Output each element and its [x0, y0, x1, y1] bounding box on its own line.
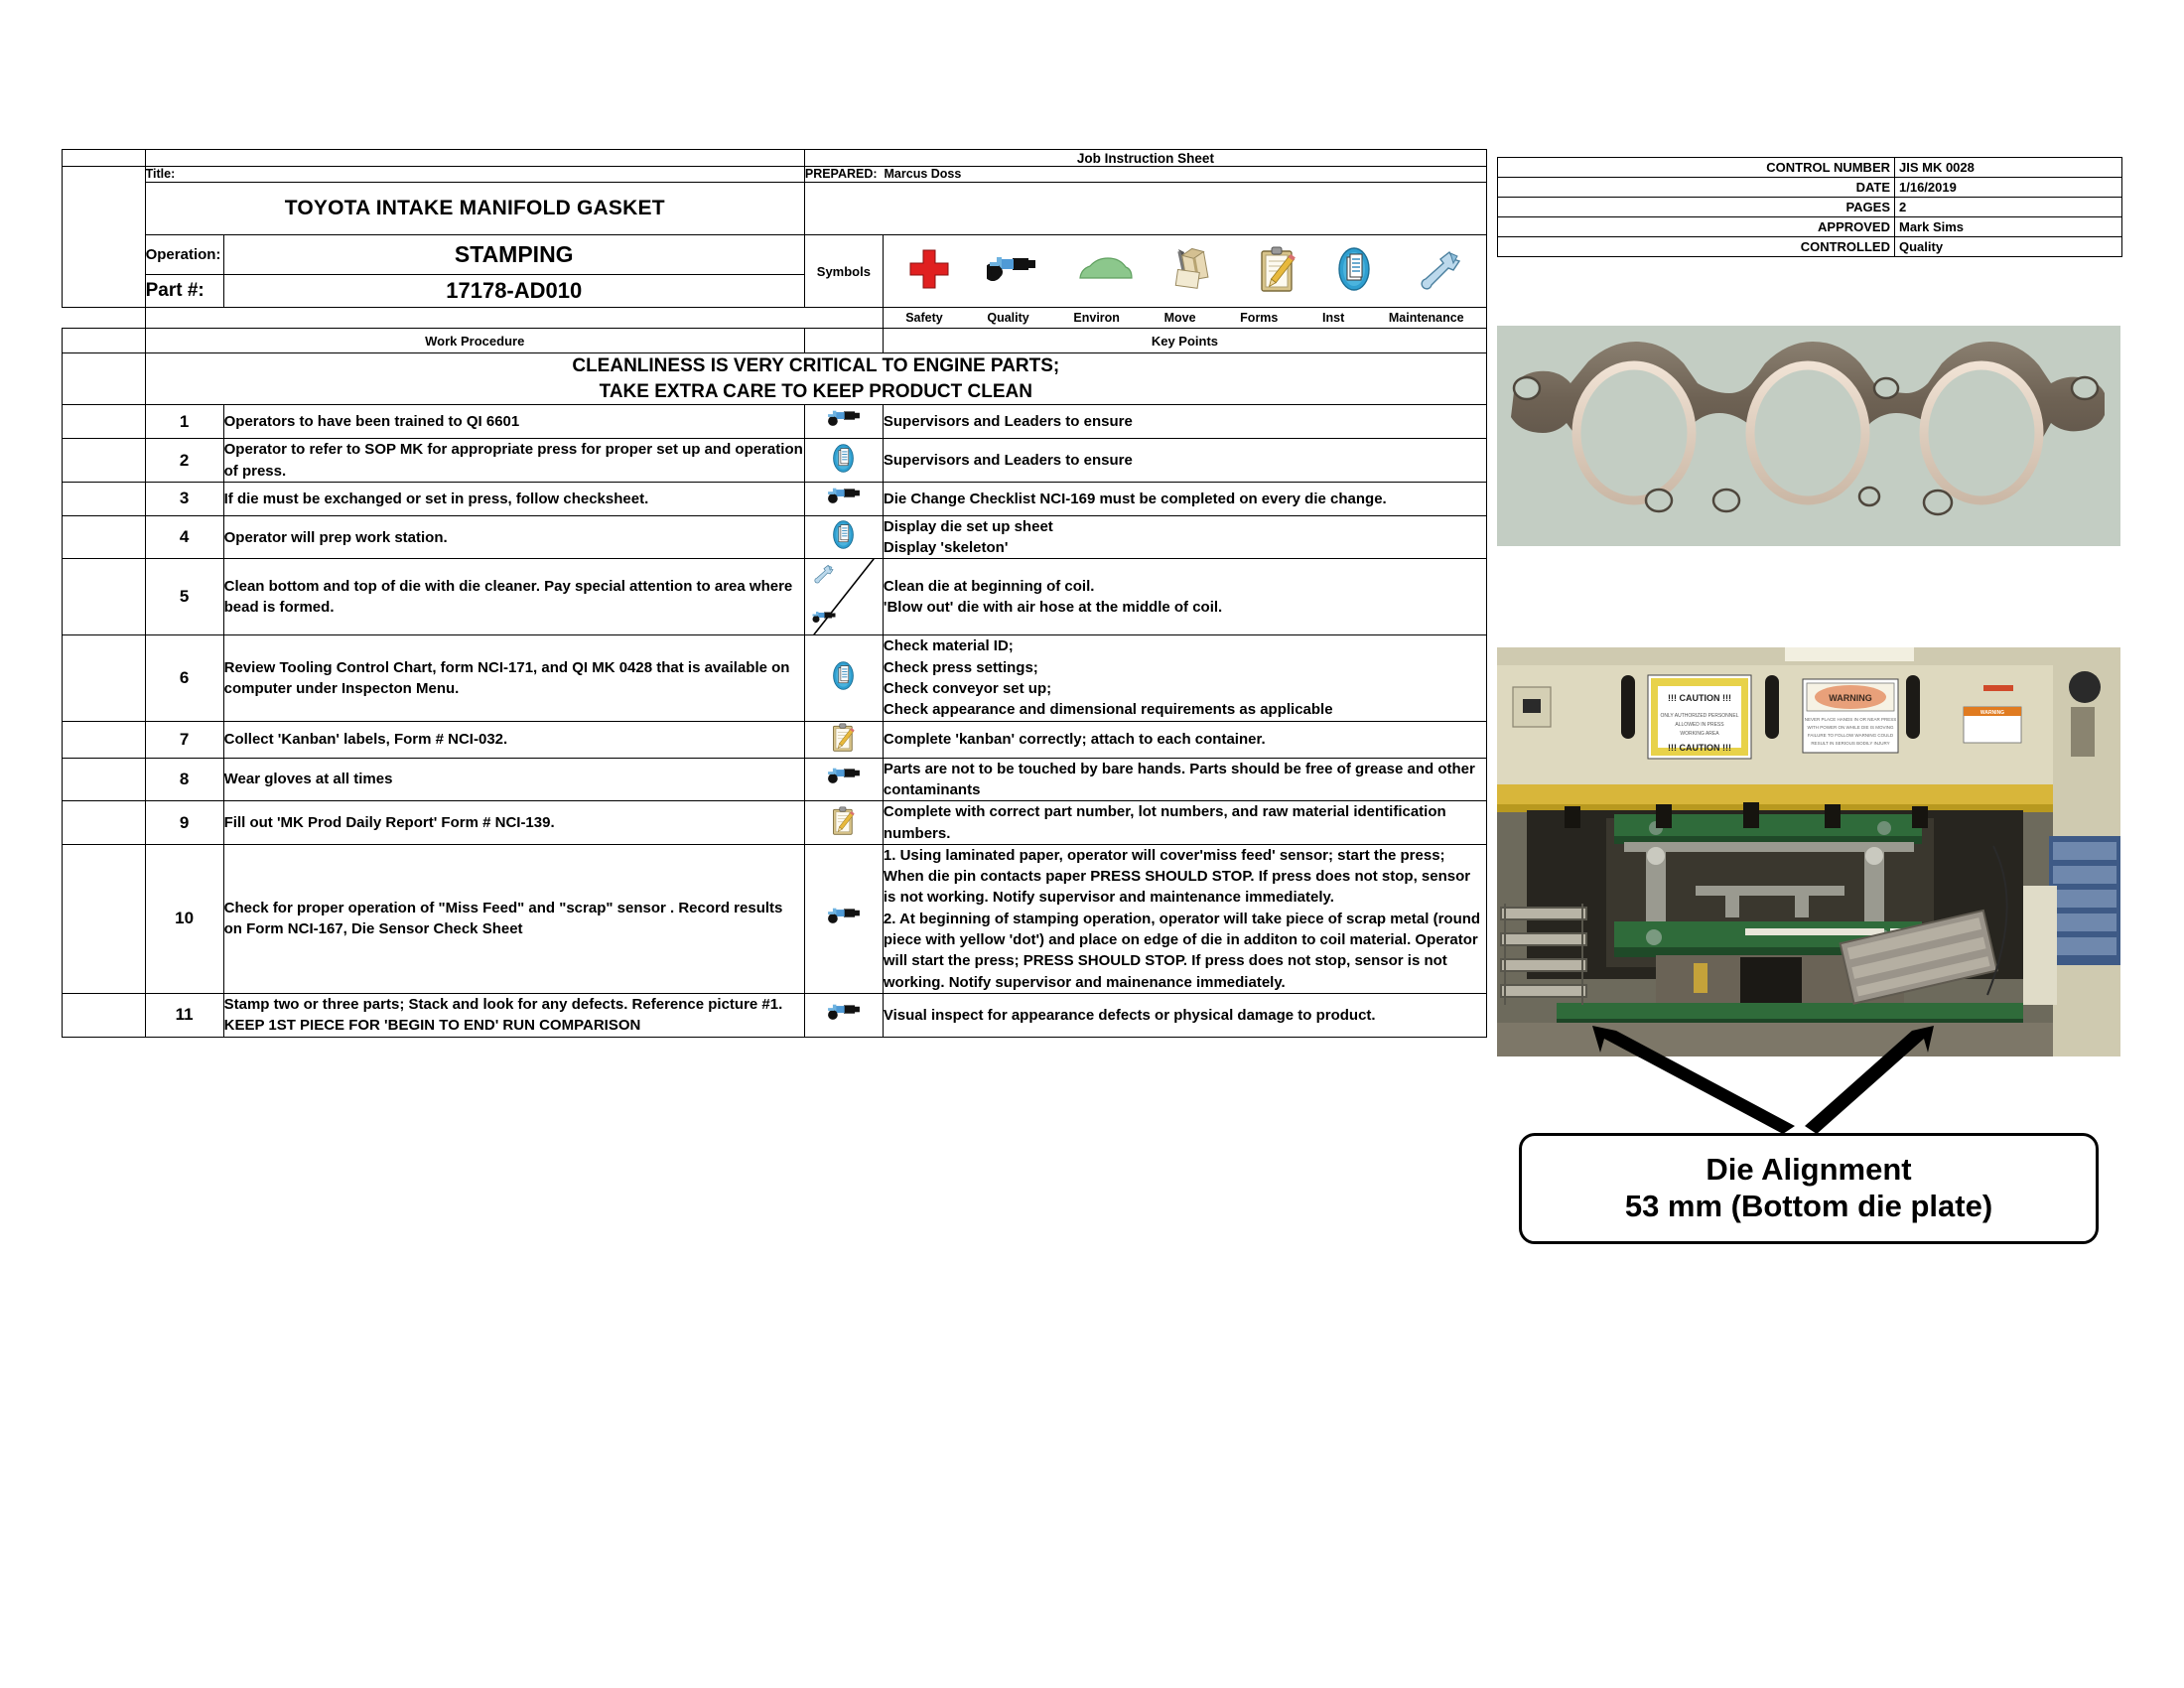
step-procedure-text: Operators to have been trained to QI 6601 — [223, 405, 804, 439]
symbols-icon-strip — [883, 235, 1486, 308]
step-key-point-text: Clean die at beginning of coil. 'Blow out' die with air hose at the middle of coil. — [883, 559, 1486, 635]
callout-arrows — [1497, 1023, 2120, 1142]
step-key-point-text: 1. Using laminated paper, operator will cover'miss feed' sensor; start the press; When die pin contacts paper PRESS SHOULD STOP. If press does not stop, sensor is not working. Notify supervisor and maintenance immediately. 2. At beginning of stamping operation, operator will take piece of scrap metal (round piece with yellow 'dot') and place on edge of die in additon to coil material. Operator will start the press; PRESS SHOULD STOP. If press does not stop, sensor is not working. Notify supervisor and mainenance immediately. — [883, 844, 1486, 993]
wrench-icon — [1410, 248, 1461, 295]
step-symbol-cell — [804, 482, 883, 515]
instruction-doc-icon — [831, 678, 856, 695]
left-margin-cell — [63, 801, 146, 845]
clipboard-pencil-icon — [831, 740, 856, 757]
die-alignment-callout — [1519, 1133, 2099, 1244]
control-label: CONTROL NUMBER — [1498, 158, 1895, 178]
document-title: TOYOTA INTAKE MANIFOLD GASKET — [145, 183, 804, 235]
left-margin-cell — [63, 167, 146, 308]
procedure-step-row — [63, 559, 1487, 635]
step-symbol-cell — [804, 801, 883, 845]
control-value: Mark Sims — [1895, 217, 2122, 237]
title-label: Title: — [145, 167, 804, 183]
micrometer-icon — [826, 777, 862, 794]
step-procedure-text: Clean bottom and top of die with die cleaner. Pay special attention to area where bead is formed. — [223, 559, 804, 635]
step-procedure-text: Wear gloves at all times — [223, 758, 804, 801]
header-row-titlevalue — [63, 183, 1487, 235]
job-instruction-sheet-title: Job Instruction Sheet — [804, 150, 1486, 167]
symbol-label-environ: Environ — [1073, 311, 1120, 325]
svg-text:FAILURE TO FOLLOW WARNING COUL: FAILURE TO FOLLOW WARNING COULD — [1807, 733, 1894, 738]
job-instruction-table — [62, 149, 1487, 1038]
step-key-point-text: Check material ID; Check press settings; Check conveyor set up; Check appearance and dimensional requirements as applicable — [883, 635, 1486, 721]
step-procedure-text: Operator to refer to SOP MK for appropriate press for proper set up and operation of press. — [223, 439, 804, 483]
step-symbol-cell — [804, 993, 883, 1037]
work-procedure-header: Work Procedure — [145, 329, 804, 353]
step-number: 2 — [145, 439, 223, 483]
step-number: 1 — [145, 405, 223, 439]
intake-manifold-gasket-photo — [1497, 326, 2120, 546]
callout-line-1: Die Alignment — [1706, 1152, 1912, 1188]
step-key-point-text: Display die set up sheet Display 'skeleton' — [883, 515, 1486, 559]
safety-cross-icon — [908, 248, 950, 295]
procedure-step-row — [63, 439, 1487, 483]
micrometer-icon — [987, 249, 1038, 294]
step-number: 9 — [145, 801, 223, 845]
symbol-labels-row — [63, 308, 1487, 329]
step-key-point-text: Die Change Checklist NCI-169 must be completed on every die change. — [883, 482, 1486, 515]
cleanliness-banner-row — [63, 353, 1487, 405]
procedure-step-row — [63, 801, 1487, 845]
left-margin-cell — [63, 405, 146, 439]
step-number: 4 — [145, 515, 223, 559]
svg-text:RESULT IN SERIOUS BODILY INJUR: RESULT IN SERIOUS BODILY INJURY — [1811, 741, 1890, 746]
step-number: 8 — [145, 758, 223, 801]
step-symbol-cell — [804, 721, 883, 758]
svg-text:!!! CAUTION !!!: !!! CAUTION !!! — [1668, 743, 1731, 753]
step-symbol-cell — [804, 439, 883, 483]
step-symbol-cell — [804, 559, 883, 635]
spacer-cell-a — [63, 150, 146, 167]
symbol-label-maintenance: Maintenance — [1388, 311, 1464, 325]
instruction-doc-icon — [831, 537, 856, 554]
procedure-step-row — [63, 515, 1487, 559]
banner-line-2: TAKE EXTRA CARE TO KEEP PRODUCT CLEAN — [599, 380, 1032, 402]
symbol-label-forms: Forms — [1240, 311, 1279, 325]
step-procedure-text: Fill out 'MK Prod Daily Report' Form # NCI-139. — [223, 801, 804, 845]
step-symbol-cell — [804, 405, 883, 439]
symbol-label-inst: Inst — [1322, 311, 1345, 325]
svg-text:!!! CAUTION !!!: !!! CAUTION !!! — [1668, 693, 1731, 703]
clipboard-pencil-icon — [831, 823, 856, 840]
left-margin-cell — [63, 993, 146, 1037]
step-procedure-text: Stamp two or three parts; Stack and look for any defects. Reference picture #1. KEEP 1ST PIECE FOR 'BEGIN TO END' RUN COMPARISON — [223, 993, 804, 1037]
micrometer-icon — [826, 1014, 862, 1031]
header-row-operation — [63, 235, 1487, 275]
left-margin-cell — [63, 482, 146, 515]
green-car-icon — [1076, 252, 1134, 291]
step-procedure-text: Review Tooling Control Chart, form NCI-171, and QI MK 0428 that is available on computer under Inspecton Menu. — [223, 635, 804, 721]
step-key-point-text: Supervisors and Leaders to ensure — [883, 405, 1486, 439]
micrometer-icon — [826, 420, 862, 437]
step-symbol-cell — [804, 515, 883, 559]
step-symbol-cell — [804, 758, 883, 801]
procedure-step-row — [63, 993, 1487, 1037]
svg-text:WARNING: WARNING — [1979, 710, 2005, 716]
control-value: 1/16/2019 — [1895, 178, 2122, 198]
procedure-step-row — [63, 758, 1487, 801]
stamping-press-die-photo — [1497, 647, 2120, 1056]
key-points-header: Key Points — [883, 329, 1486, 353]
part-value: 17178-AD010 — [223, 274, 804, 307]
step-procedure-text: If die must be exchanged or set in press, follow checksheet. — [223, 482, 804, 515]
spacer-cell-f — [63, 329, 146, 353]
clipboard-pencil-icon — [1258, 245, 1297, 298]
step-symbol-cell — [804, 635, 883, 721]
step-key-point-text: Complete 'kanban' correctly; attach to each container. — [883, 721, 1486, 758]
operation-label: Operation: — [145, 235, 223, 275]
procedure-step-row — [63, 844, 1487, 993]
step-key-point-text: Complete with correct part number, lot numbers, and raw material identification numbers. — [883, 801, 1486, 845]
procedure-step-row — [63, 482, 1487, 515]
symbol-label-quality: Quality — [987, 311, 1029, 325]
step-key-point-text: Supervisors and Leaders to ensure — [883, 439, 1486, 483]
spacer-cell-c — [63, 308, 146, 329]
step-number: 5 — [145, 559, 223, 635]
micrometer-icon — [811, 608, 837, 633]
left-margin-cell — [63, 758, 146, 801]
symbols-label: Symbols — [804, 235, 883, 308]
control-label: DATE — [1498, 178, 1895, 198]
symbols-upper-blank — [804, 183, 1486, 235]
spacer-cell-g — [63, 353, 146, 405]
symbol-label-move: Move — [1163, 311, 1196, 325]
left-margin-cell — [63, 559, 146, 635]
spacer-cell-b — [145, 150, 804, 167]
control-label: APPROVED — [1498, 217, 1895, 237]
spacer-cell-d — [145, 308, 804, 329]
left-margin-cell — [63, 515, 146, 559]
step-procedure-text: Collect 'Kanban' labels, Form # NCI-032. — [223, 721, 804, 758]
step-procedure-text: Operator will prep work station. — [223, 515, 804, 559]
left-margin-cell — [63, 635, 146, 721]
prepared-label: PREPARED: — [804, 167, 878, 182]
control-label: CONTROLLED — [1498, 237, 1895, 257]
step-procedure-text: Check for proper operation of "Miss Feed" and "scrap" sensor . Record results on Form NCI-167, Die Sensor Check Sheet — [223, 844, 804, 993]
step-number: 7 — [145, 721, 223, 758]
operation-value: STAMPING — [223, 235, 804, 275]
symbol-column-header — [804, 329, 883, 353]
symbol-label-safety: Safety — [905, 311, 943, 325]
symbol-labels-strip — [883, 308, 1486, 329]
step-number: 6 — [145, 635, 223, 721]
left-margin-cell — [63, 844, 146, 993]
control-value: 2 — [1895, 198, 2122, 217]
move-boxes-icon — [1170, 245, 1220, 298]
step-key-point-text: Parts are not to be touched by bare hands. Parts should be free of grease and other contaminants — [883, 758, 1486, 801]
left-margin-cell — [63, 721, 146, 758]
part-label: Part #: — [145, 274, 223, 307]
micrometer-icon — [826, 917, 862, 934]
left-margin-cell — [63, 439, 146, 483]
step-symbol-cell — [804, 844, 883, 993]
procedure-step-row — [63, 405, 1487, 439]
prepared-by — [804, 167, 1486, 183]
svg-text:WITH POWER ON WHILE DIE IS MOV: WITH POWER ON WHILE DIE IS MOVING — [1807, 725, 1894, 730]
instruction-doc-icon — [1335, 246, 1373, 297]
micrometer-icon — [826, 497, 862, 514]
step-number: 3 — [145, 482, 223, 515]
svg-text:ONLY AUTHORIZED PERSONNEL: ONLY AUTHORIZED PERSONNEL — [1660, 713, 1739, 719]
cleanliness-banner — [145, 353, 1486, 405]
svg-text:WORKING AREA: WORKING AREA — [1680, 731, 1719, 737]
svg-text:NEVER PLACE HANDS IN OR NEAR P: NEVER PLACE HANDS IN OR NEAR PRESS — [1804, 717, 1897, 722]
wrench-icon — [809, 563, 834, 589]
procedure-step-row — [63, 635, 1487, 721]
control-value: Quality — [1895, 237, 2122, 257]
svg-text:WARNING: WARNING — [1829, 693, 1872, 703]
column-headers-row — [63, 329, 1487, 353]
step-number: 10 — [145, 844, 223, 993]
header-row-title — [63, 167, 1487, 183]
spacer-cell-e — [804, 308, 883, 329]
callout-line-2: 53 mm (Bottom die plate) — [1624, 1189, 1993, 1223]
step-number: 11 — [145, 993, 223, 1037]
prepared-value: Marcus Doss — [884, 167, 962, 182]
step-key-point-text: Visual inspect for appearance defects or physical damage to product. — [883, 993, 1486, 1037]
procedure-step-row — [63, 721, 1487, 758]
control-label: PAGES — [1498, 198, 1895, 217]
instruction-doc-icon — [831, 461, 856, 478]
header-row-jis — [63, 150, 1487, 167]
svg-text:ALLOWED IN PRESS: ALLOWED IN PRESS — [1675, 722, 1724, 728]
control-value: JIS MK 0028 — [1895, 158, 2122, 178]
banner-line-1: CLEANLINESS IS VERY CRITICAL TO ENGINE PARTS; — [572, 355, 1060, 376]
right-image-panel — [1497, 149, 2122, 1559]
